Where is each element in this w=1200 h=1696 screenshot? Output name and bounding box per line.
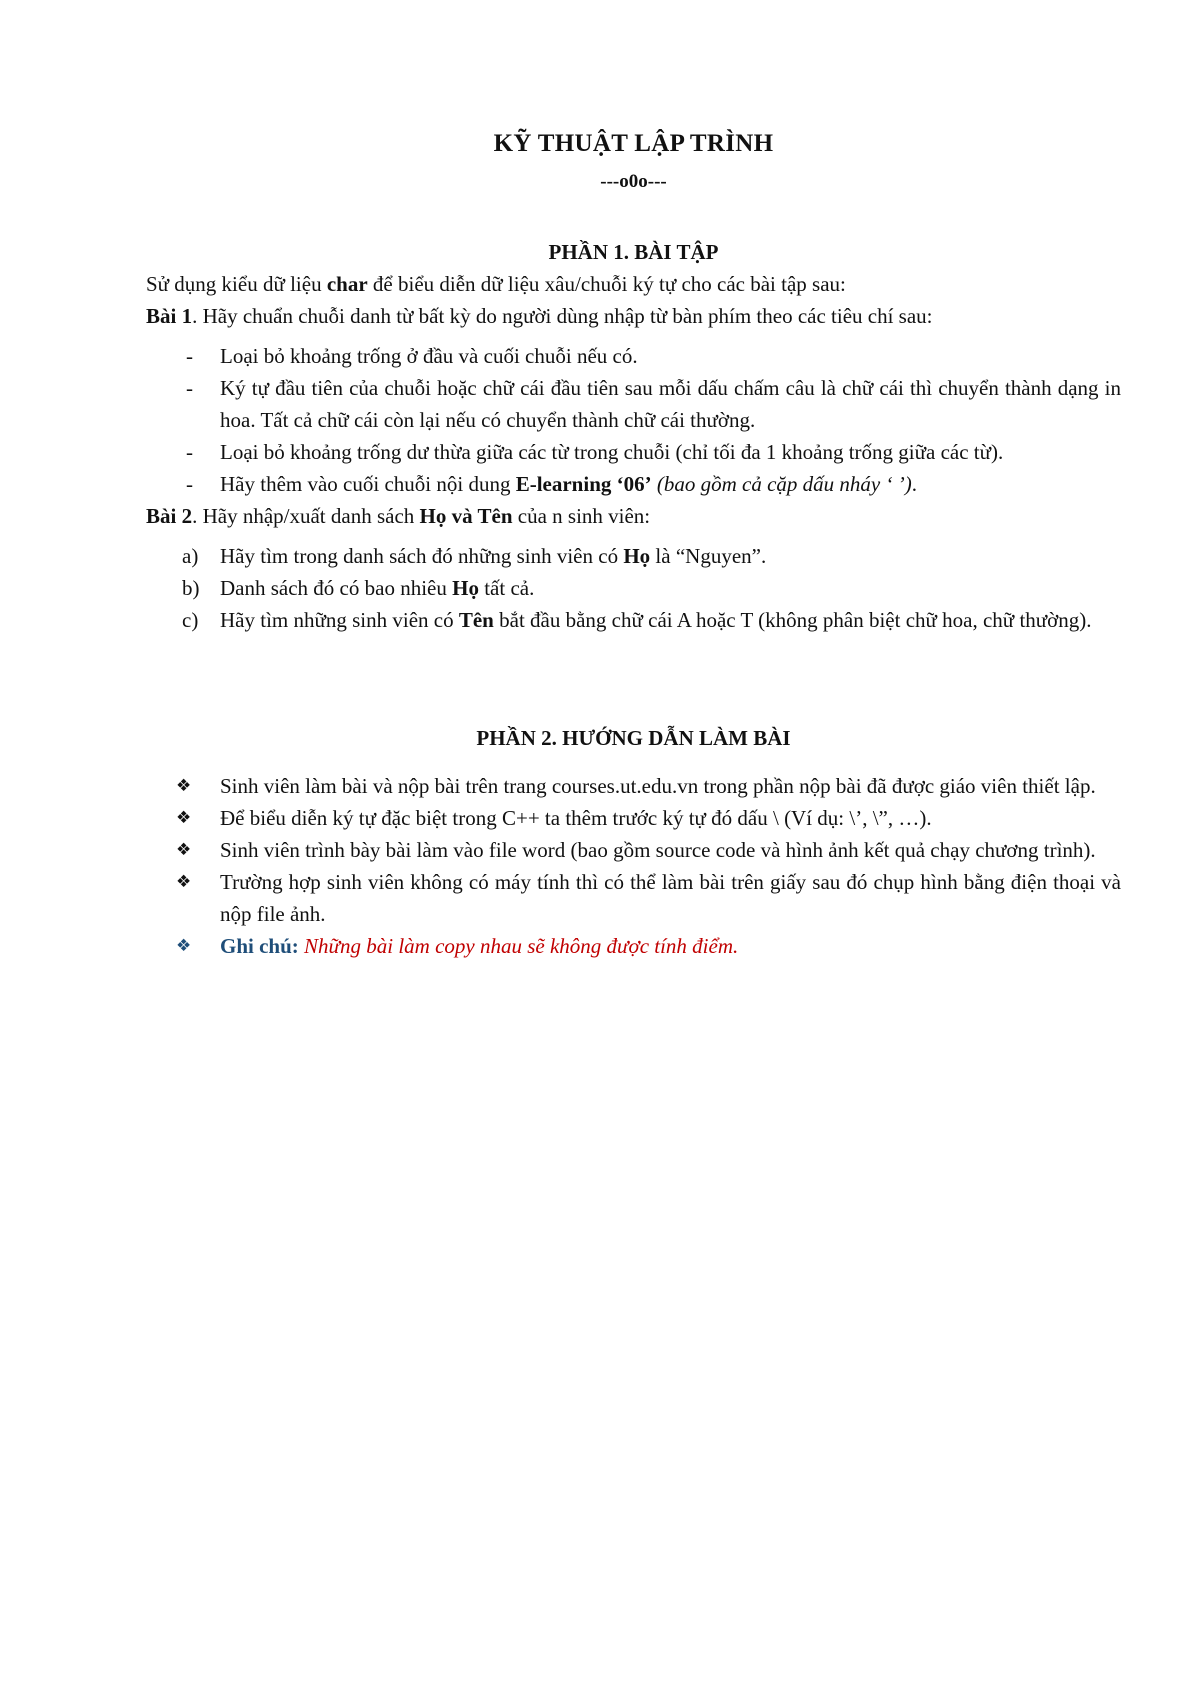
list-item-text: Ký tự đầu tiên của chuỗi hoặc chữ cái đầu tiên sau mỗi dấu chấm câu là chữ cái thì chuyển thành dạng in hoa. Tất cả chữ cái còn lại nếu có chuyển thành chữ cái thường. <box>220 376 1121 432</box>
list-item-text: Sinh viên làm bài và nộp bài trên trang courses.ut.edu.vn trong phần nộp bài đã được giáo viên thiết lập. <box>220 774 1096 798</box>
list-item <box>146 866 1121 930</box>
part1-heading: PHẦN 1. BÀI TẬP <box>548 240 719 264</box>
dash-marker: - <box>186 472 193 496</box>
list-item-prefix: Hãy tìm những sinh viên có <box>220 608 459 632</box>
part2-heading: PHẦN 2. HƯỚNG DẪN LÀM BÀI <box>476 726 791 750</box>
exercise2-label: Bài 2 <box>146 504 193 528</box>
exercise1-label: Bài 1 <box>146 304 193 328</box>
list-item <box>146 372 1121 436</box>
list-item-text: Sinh viên trình bày bài làm vào file word (bao gồm source code và hình ảnh kết quả chạy chương trình). <box>220 838 1096 862</box>
part1-intro <box>146 268 1121 300</box>
instructions-list <box>146 770 1121 962</box>
list-item <box>146 604 1121 636</box>
exercise1-criteria-list <box>146 340 1121 500</box>
list-item-prefix: Hãy thêm vào cuối chuỗi nội dung <box>220 472 516 496</box>
list-item-bold: E-learning ‘06’ <box>515 472 652 496</box>
list-item <box>146 340 1121 372</box>
document-content <box>146 128 1121 962</box>
list-item <box>146 802 1121 834</box>
dash-marker: - <box>186 344 193 368</box>
list-item-bold: Họ <box>452 576 479 600</box>
list-item-text: Loại bỏ khoảng trống ở đầu và cuối chuỗi nếu có. <box>220 344 638 368</box>
list-item-text: Để biểu diễn ký tự đặc biệt trong C++ ta thêm trước ký tự đó dấu \ (Ví dụ: \’, \”, …). <box>220 806 932 830</box>
exercise2-text-bold: Họ và Tên <box>419 504 513 528</box>
note-text: Những bài làm copy nhau sẽ không được tính điểm. <box>304 934 739 958</box>
list-item <box>146 834 1121 866</box>
intro-suffix: để biểu diễn dữ liệu xâu/chuỗi ký tự cho các bài tập sau: <box>367 272 846 296</box>
alpha-marker: b) <box>182 576 200 600</box>
note-label: Ghi chú: <box>220 934 299 958</box>
list-item <box>146 770 1121 802</box>
exercise2-statement <box>146 500 1121 532</box>
exercise2-text-suffix: của n sinh viên: <box>512 504 651 528</box>
dash-marker: - <box>186 376 193 400</box>
alpha-marker: c) <box>182 608 199 632</box>
intro-prefix: Sử dụng kiểu dữ liệu <box>146 272 327 296</box>
exercise2-text-prefix: . Hãy nhập/xuất danh sách <box>192 504 420 528</box>
diamond-bullet-icon: ❖ <box>176 872 192 892</box>
diamond-bullet-icon: ❖ <box>176 776 192 796</box>
intro-keyword: char <box>326 272 368 296</box>
title-divider: ---o0o--- <box>600 171 667 192</box>
list-item <box>146 468 1121 500</box>
list-item-suffix: là “Nguyen”. <box>650 544 767 568</box>
diamond-bullet-icon: ❖ <box>176 808 192 828</box>
list-item-suffix: bắt đầu bằng chữ cái A hoặc T (không phân biệt chữ hoa, chữ thường). <box>493 608 1092 632</box>
dash-marker: - <box>186 440 193 464</box>
list-item <box>146 540 1121 572</box>
list-item-suffix: tất cả. <box>478 576 535 600</box>
diamond-bullet-icon: ❖ <box>176 936 192 956</box>
exercise1-text: . Hãy chuẩn chuỗi danh từ bất kỳ do người dùng nhập từ bàn phím theo các tiêu chí sau: <box>192 304 933 328</box>
list-item-prefix: Hãy tìm trong danh sách đó những sinh viên có <box>220 544 624 568</box>
list-item <box>146 572 1121 604</box>
exercise2-task-list <box>146 540 1121 636</box>
list-item-text: Loại bỏ khoảng trống dư thừa giữa các từ trong chuỗi (chỉ tối đa 1 khoảng trống giữa các từ). <box>220 440 1004 464</box>
list-item-bold: Tên <box>458 608 494 632</box>
document-title: KỸ THUẬT LẬP TRÌNH <box>493 130 774 157</box>
list-item-text: Trường hợp sinh viên không có máy tính thì có thể làm bài trên giấy sau đó chụp hình bằng điện thoại và nộp file ảnh. <box>220 870 1121 926</box>
list-item <box>146 436 1121 468</box>
list-item-italic: (bao gồm cả cặp dấu nháy ‘ ’) <box>651 472 912 496</box>
diamond-bullet-icon: ❖ <box>176 840 192 860</box>
list-item-suffix: . <box>911 472 917 496</box>
list-item-bold: Họ <box>623 544 651 568</box>
note-item <box>146 930 1121 962</box>
list-item-prefix: Danh sách đó có bao nhiêu <box>220 576 453 600</box>
alpha-marker: a) <box>182 544 199 568</box>
exercise1-statement <box>146 300 1121 332</box>
